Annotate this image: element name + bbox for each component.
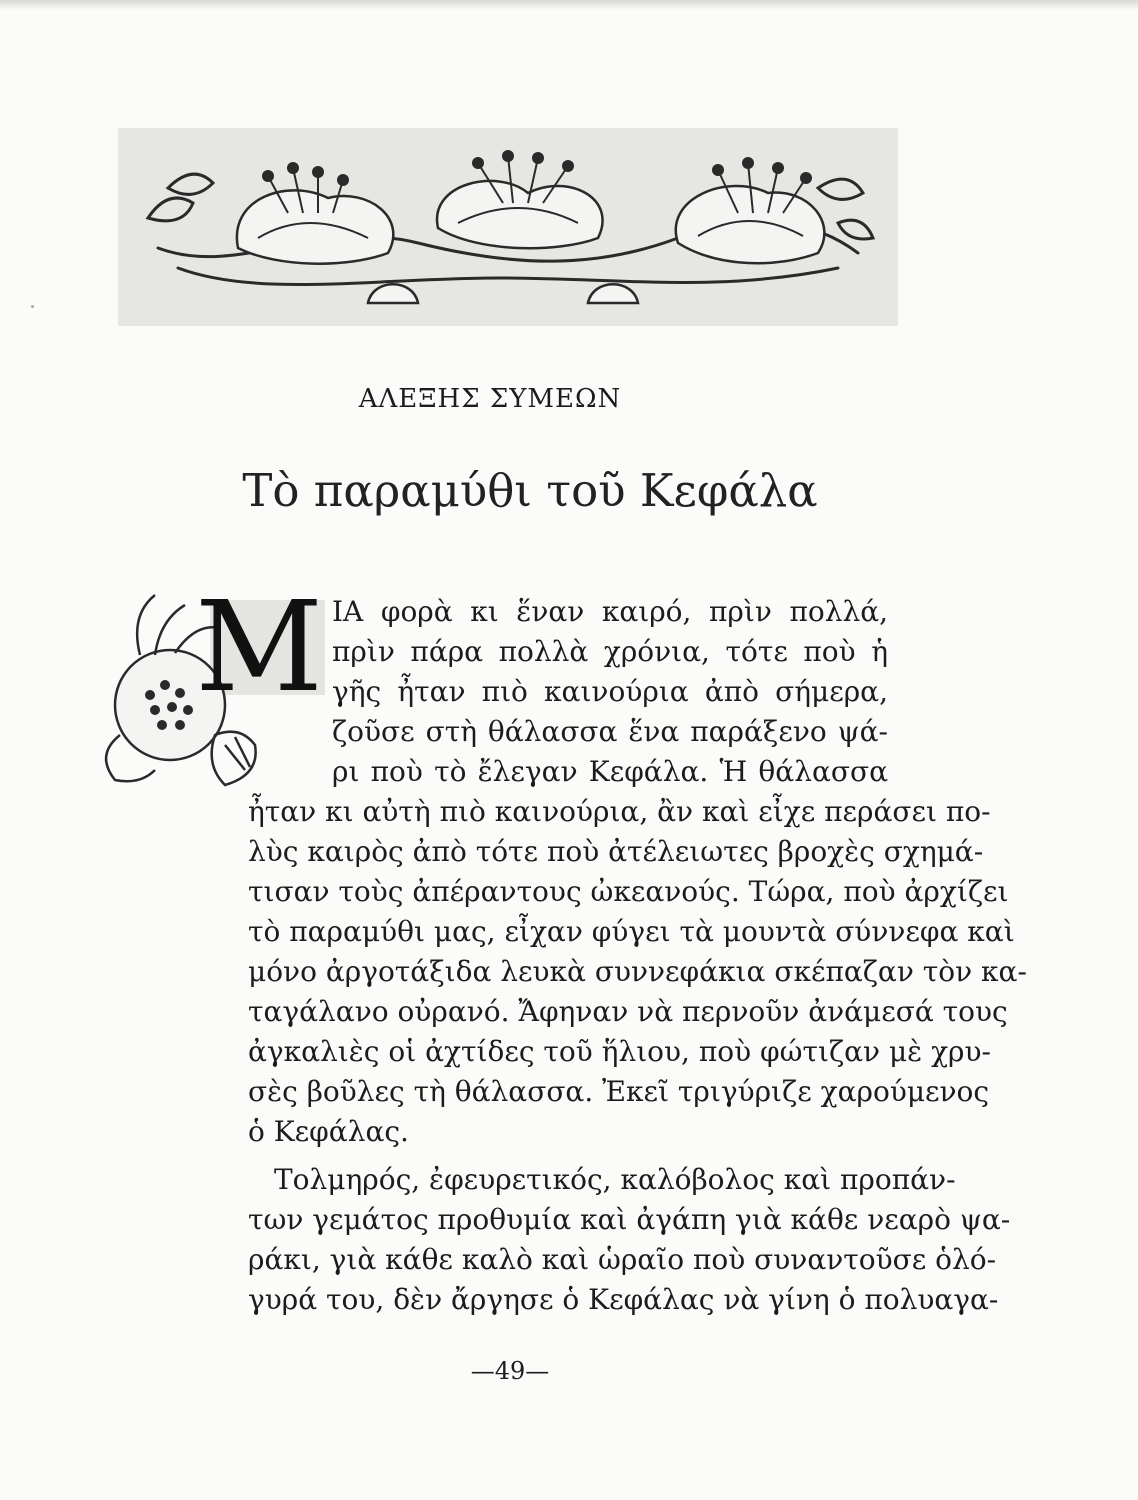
text-line: ρι ποὺ τὸ ἔλεγαν Κεφάλα. Ἡ θάλασσα bbox=[332, 755, 888, 788]
text-line: Τολμηρός, ἐφευρετικός, καλόβολος καὶ προπάν- bbox=[274, 1163, 956, 1196]
text-line: ὁ Κεφάλας. bbox=[248, 1115, 409, 1148]
text-line: γῆς ἦταν πιὸ καινούρια ἀπὸ σήμερα, bbox=[332, 675, 888, 708]
text-line: ταγάλανο οὐρανό. Ἄφηναν νὰ περνοῦν ἀνάμεσά τους bbox=[248, 995, 1008, 1028]
text-line: ζοῦσε στὴ θάλασσα ἕνα παράξενο ψά- bbox=[332, 715, 888, 748]
floral-headpiece-icon bbox=[118, 128, 898, 326]
text-line: πρὶν πάρα πολλὰ χρόνια, τότε ποὺ ἡ bbox=[332, 635, 888, 668]
text-line: ἀγκαλιὲς οἱ ἀχτίδες τοῦ ἥλιου, ποὺ φώτιζαν μὲ χρυ- bbox=[248, 1035, 991, 1068]
author-name: ΑΛΕΞΗΣ ΣΥΜΕΩΝ bbox=[358, 384, 622, 414]
paper-speck bbox=[31, 305, 34, 308]
text-line: των γεμάτος προθυμία καὶ ἀγάπη γιὰ κάθε νεαρὸ ψα- bbox=[248, 1203, 1011, 1236]
page-top-shadow bbox=[0, 0, 1138, 10]
text-line: λὺς καιρὸς ἀπὸ τότε ποὺ ἀτέλειωτες βροχὲς σχημά- bbox=[248, 835, 984, 868]
pomegranate-drop-cap-icon bbox=[100, 585, 330, 795]
page-number: —49— bbox=[470, 1357, 550, 1385]
text-line: ράκι, γιὰ κάθε καλὸ καὶ ὡραῖο ποὺ συναντοῦσε ὁλό- bbox=[248, 1243, 997, 1276]
text-line: μόνο ἀργοτάξιδα λευκὰ συννεφάκια σκέπαζαν τὸν κα- bbox=[248, 955, 1027, 988]
text-line: γυρά του, δὲν ἄργησε ὁ Κεφάλας νὰ γίνη ὁ πολυαγα- bbox=[248, 1283, 999, 1316]
text-line: ἦταν κι αὐτὴ πιὸ καινούρια, ἂν καὶ εἶχε περάσει πο- bbox=[248, 795, 991, 828]
text-line: σὲς βοῦλες τὴ θάλασσα. Ἐκεῖ τριγύριζε χαρούμενος bbox=[248, 1075, 990, 1108]
story-title: Τὸ παραμύθι τοῦ Κεφάλα bbox=[242, 464, 818, 517]
text-line: τὸ παραμύθι μας, εἶχαν φύγει τὰ μουντὰ σύννεφα καὶ bbox=[248, 915, 1015, 948]
text-line: τισαν τοὺς ἀπέραντους ὠκεανούς. Τώρα, ποὺ ἀρχίζει bbox=[248, 875, 1009, 908]
drop-cap-letter: Μ bbox=[195, 585, 323, 720]
text-line: ΙΑ φορὰ κι ἕναν καιρό, πρὶν πολλά, bbox=[332, 595, 888, 628]
